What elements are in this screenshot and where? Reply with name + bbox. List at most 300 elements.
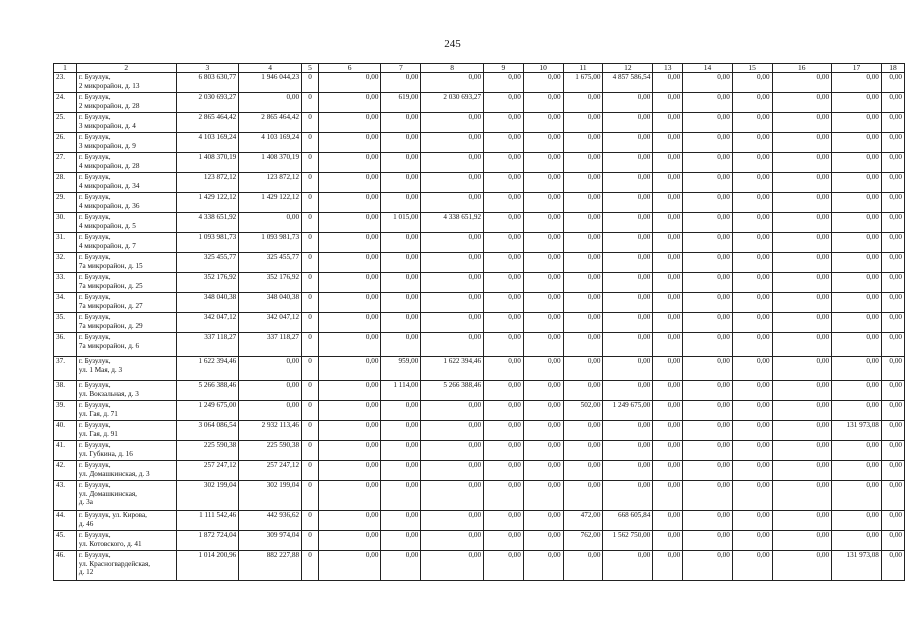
value-cell: 0,00: [421, 333, 484, 357]
table-row: [54, 233, 905, 253]
value-cell: 0,00: [523, 401, 563, 421]
value-cell: 0,00: [732, 173, 772, 193]
address-line: г. Бузулук,: [78, 441, 111, 449]
value-cell: 123 872,12: [176, 173, 239, 193]
value-cell: 0: [302, 381, 319, 401]
value-cell: 0,00: [421, 531, 484, 551]
value-cell: 0,00: [563, 193, 603, 213]
row-index: 31.: [54, 233, 77, 253]
column-header: 10: [523, 64, 563, 73]
value-cell: 0,00: [523, 381, 563, 401]
address-line: г. Бузулук,: [78, 293, 111, 301]
value-cell: 0,00: [653, 357, 683, 381]
value-cell: 0,00: [563, 421, 603, 441]
address-line: г. Бузулук,: [78, 153, 111, 161]
value-cell: 1 675,00: [563, 73, 603, 93]
address-cell: [76, 253, 176, 273]
value-cell: 0,00: [603, 357, 653, 381]
value-cell: 0,00: [484, 93, 524, 113]
value-cell: 0,00: [832, 173, 882, 193]
value-cell: 0,00: [732, 193, 772, 213]
value-cell: 0,00: [421, 421, 484, 441]
column-header: 1: [54, 64, 77, 73]
value-cell: 0,00: [239, 93, 302, 113]
value-cell: 0,00: [421, 173, 484, 193]
value-cell: 0,00: [683, 193, 733, 213]
value-cell: 0,00: [484, 253, 524, 273]
value-cell: 0,00: [772, 253, 832, 273]
value-cell: 0,00: [484, 73, 524, 93]
address-cell: [76, 551, 176, 581]
value-cell: 0,00: [881, 511, 904, 531]
address-cell: [76, 213, 176, 233]
value-cell: 257 247,12: [239, 461, 302, 481]
address-line: г. Бузулук,: [78, 213, 111, 221]
value-cell: 0: [302, 461, 319, 481]
value-cell: 0,00: [653, 481, 683, 511]
value-cell: 0,00: [563, 173, 603, 193]
address-line: д. 46: [78, 519, 94, 528]
table-row: [54, 213, 905, 233]
address-line: г. Бузулук,: [78, 333, 111, 341]
value-cell: 1 015,00: [381, 213, 421, 233]
address-line: 7а микрорайон, д. 6: [78, 341, 140, 350]
value-cell: 6 803 630,77: [176, 73, 239, 93]
value-cell: 0,00: [881, 173, 904, 193]
column-header: 15: [732, 64, 772, 73]
value-cell: 0,00: [603, 293, 653, 313]
value-cell: 0: [302, 293, 319, 313]
value-cell: 0,00: [683, 461, 733, 481]
value-cell: 0,00: [683, 381, 733, 401]
value-cell: 1 946 044,23: [239, 73, 302, 93]
address-line: ул. Домашкинская, д. 3: [78, 469, 150, 478]
value-cell: 1 111 542,46: [176, 511, 239, 531]
value-cell: 0,00: [484, 401, 524, 421]
address-cell: [76, 441, 176, 461]
value-cell: 0,00: [683, 511, 733, 531]
row-index: 34.: [54, 293, 77, 313]
row-index: 45.: [54, 531, 77, 551]
value-cell: 0,00: [421, 461, 484, 481]
value-cell: 0,00: [239, 381, 302, 401]
address-line: 3 микрорайон, д. 4: [78, 121, 136, 130]
value-cell: 0,00: [381, 233, 421, 253]
value-cell: 0,00: [881, 253, 904, 273]
address-line: г. Бузулук,: [78, 551, 111, 559]
value-cell: 352 176,92: [239, 273, 302, 293]
address-cell: [76, 511, 176, 531]
value-cell: 352 176,92: [176, 273, 239, 293]
value-cell: 0,00: [881, 93, 904, 113]
value-cell: 0,00: [732, 253, 772, 273]
address-cell: [76, 401, 176, 421]
value-cell: 0,00: [732, 333, 772, 357]
value-cell: 0,00: [421, 551, 484, 581]
value-cell: 342 047,12: [239, 313, 302, 333]
value-cell: 0,00: [603, 461, 653, 481]
value-cell: 0,00: [832, 313, 882, 333]
row-index: 24.: [54, 93, 77, 113]
row-index: 25.: [54, 113, 77, 133]
value-cell: 4 338 651,92: [421, 213, 484, 233]
value-cell: 0,00: [603, 253, 653, 273]
value-cell: 0,00: [563, 213, 603, 233]
value-cell: 0,00: [683, 531, 733, 551]
value-cell: 1 872 724,04: [176, 531, 239, 551]
value-cell: 0,00: [563, 461, 603, 481]
value-cell: 0,00: [563, 313, 603, 333]
value-cell: 0,00: [683, 357, 733, 381]
value-cell: 0,00: [832, 531, 882, 551]
column-header: 8: [421, 64, 484, 73]
value-cell: 0: [302, 193, 319, 213]
data-table: [53, 63, 905, 581]
value-cell: 0,00: [772, 173, 832, 193]
value-cell: 0,00: [421, 233, 484, 253]
value-cell: 0,00: [318, 133, 380, 153]
address-line: г. Бузулук, ул. Кирова,: [78, 511, 147, 519]
value-cell: 0,00: [832, 273, 882, 293]
value-cell: 0,00: [653, 551, 683, 581]
column-header: 4: [239, 64, 302, 73]
value-cell: 0,00: [523, 173, 563, 193]
value-cell: 0,00: [523, 153, 563, 173]
value-cell: 0,00: [239, 357, 302, 381]
value-cell: 0,00: [832, 511, 882, 531]
value-cell: 1 429 122,12: [239, 193, 302, 213]
value-cell: 0,00: [603, 333, 653, 357]
value-cell: 0,00: [683, 441, 733, 461]
value-cell: 0,00: [732, 481, 772, 511]
value-cell: 0,00: [523, 531, 563, 551]
column-header: 13: [653, 64, 683, 73]
table-row: [54, 293, 905, 313]
value-cell: 0,00: [523, 313, 563, 333]
value-cell: 0,00: [653, 313, 683, 333]
value-cell: 2 865 464,42: [176, 113, 239, 133]
value-cell: 0: [302, 273, 319, 293]
value-cell: 0,00: [683, 213, 733, 233]
address-line: г. Бузулук,: [78, 133, 111, 141]
value-cell: 0,00: [318, 461, 380, 481]
address-line: ул. Домашкинская,: [78, 489, 137, 498]
row-index: 32.: [54, 253, 77, 273]
value-cell: 0,00: [523, 93, 563, 113]
value-cell: 0,00: [523, 273, 563, 293]
value-cell: 0,00: [603, 421, 653, 441]
value-cell: 0,00: [603, 173, 653, 193]
value-cell: 0,00: [421, 193, 484, 213]
value-cell: 0,00: [603, 313, 653, 333]
value-cell: 2 030 693,27: [421, 93, 484, 113]
value-cell: 0,00: [881, 357, 904, 381]
value-cell: 0,00: [421, 481, 484, 511]
value-cell: 0,00: [683, 233, 733, 253]
value-cell: 0,00: [772, 511, 832, 531]
value-cell: 0,00: [484, 551, 524, 581]
value-cell: 0,00: [523, 551, 563, 581]
value-cell: 2 865 464,42: [239, 113, 302, 133]
value-cell: 1 562 750,00: [603, 531, 653, 551]
value-cell: 668 605,84: [603, 511, 653, 531]
address-line: ул. Красногвардейская,: [78, 559, 151, 568]
value-cell: 225 590,38: [176, 441, 239, 461]
address-line: 7а микрорайон, д. 15: [78, 261, 143, 270]
value-cell: 0,00: [772, 133, 832, 153]
address-line: ул. Губкина, д. 16: [78, 449, 133, 458]
value-cell: 4 857 586,54: [603, 73, 653, 93]
value-cell: 0,00: [381, 133, 421, 153]
value-cell: 0,00: [881, 313, 904, 333]
value-cell: 0: [302, 113, 319, 133]
address-line: 4 микрорайон, д. 34: [78, 181, 140, 190]
value-cell: 4 338 651,92: [176, 213, 239, 233]
value-cell: 0,00: [318, 253, 380, 273]
value-cell: 0,00: [563, 441, 603, 461]
value-cell: 0,00: [381, 511, 421, 531]
table-row: [54, 273, 905, 293]
value-cell: 0,00: [683, 293, 733, 313]
value-cell: 0,00: [772, 333, 832, 357]
value-cell: 0,00: [653, 93, 683, 113]
value-cell: 302 199,04: [239, 481, 302, 511]
value-cell: 0,00: [381, 313, 421, 333]
value-cell: 0,00: [683, 481, 733, 511]
value-cell: 0,00: [318, 401, 380, 421]
value-cell: 123 872,12: [239, 173, 302, 193]
address-line: г. Бузулук,: [78, 481, 111, 489]
value-cell: 0,00: [484, 357, 524, 381]
value-cell: 0,00: [563, 233, 603, 253]
value-cell: 0,00: [772, 401, 832, 421]
value-cell: 0,00: [523, 357, 563, 381]
value-cell: 0: [302, 133, 319, 153]
value-cell: 0,00: [318, 511, 380, 531]
value-cell: 309 974,04: [239, 531, 302, 551]
value-cell: 0,00: [421, 253, 484, 273]
value-cell: 4 103 169,24: [176, 133, 239, 153]
value-cell: 0: [302, 153, 319, 173]
value-cell: 0,00: [603, 193, 653, 213]
value-cell: 5 266 388,46: [176, 381, 239, 401]
value-cell: 0,00: [318, 193, 380, 213]
value-cell: 0,00: [381, 421, 421, 441]
value-cell: 0,00: [484, 421, 524, 441]
value-cell: 0: [302, 333, 319, 357]
column-header: 2: [76, 64, 176, 73]
value-cell: 0,00: [563, 133, 603, 153]
value-cell: 0,00: [653, 153, 683, 173]
value-cell: 0,00: [484, 333, 524, 357]
value-cell: 0,00: [484, 193, 524, 213]
value-cell: 0,00: [381, 551, 421, 581]
value-cell: 0,00: [772, 441, 832, 461]
value-cell: 0,00: [484, 313, 524, 333]
value-cell: 0,00: [563, 381, 603, 401]
value-cell: 0,00: [563, 481, 603, 511]
value-cell: 0,00: [732, 511, 772, 531]
value-cell: 0,00: [653, 273, 683, 293]
value-cell: 0,00: [653, 421, 683, 441]
value-cell: 0,00: [832, 233, 882, 253]
value-cell: 0,00: [381, 293, 421, 313]
value-cell: 762,00: [563, 531, 603, 551]
value-cell: 0: [302, 511, 319, 531]
value-cell: 0,00: [653, 233, 683, 253]
value-cell: 0,00: [653, 461, 683, 481]
address-line: 2 микрорайон, д. 28: [78, 101, 140, 110]
value-cell: 0,00: [318, 421, 380, 441]
value-cell: 502,00: [563, 401, 603, 421]
value-cell: 0,00: [732, 213, 772, 233]
value-cell: 0,00: [653, 531, 683, 551]
column-header: 14: [683, 64, 733, 73]
value-cell: 0,00: [563, 333, 603, 357]
address-cell: [76, 421, 176, 441]
table-row: [54, 441, 905, 461]
value-cell: 4 103 169,24: [239, 133, 302, 153]
value-cell: 0,00: [653, 173, 683, 193]
value-cell: 0: [302, 73, 319, 93]
value-cell: 442 936,62: [239, 511, 302, 531]
address-line: ул. 1 Мая, д. 3: [78, 365, 123, 374]
value-cell: 0,00: [732, 313, 772, 333]
value-cell: 0,00: [381, 193, 421, 213]
value-cell: 0,00: [523, 253, 563, 273]
value-cell: 0,00: [318, 113, 380, 133]
value-cell: 0,00: [484, 441, 524, 461]
value-cell: 348 040,38: [239, 293, 302, 313]
value-cell: 0,00: [603, 233, 653, 253]
row-index: 37.: [54, 357, 77, 381]
value-cell: 0,00: [318, 381, 380, 401]
value-cell: 0,00: [318, 481, 380, 511]
value-cell: 0,00: [653, 73, 683, 93]
value-cell: 1 093 981,73: [176, 233, 239, 253]
value-cell: 0,00: [603, 273, 653, 293]
value-cell: 0,00: [484, 481, 524, 511]
value-cell: 0,00: [318, 93, 380, 113]
value-cell: 0,00: [603, 481, 653, 511]
value-cell: 0,00: [732, 441, 772, 461]
value-cell: 0,00: [832, 253, 882, 273]
value-cell: 0,00: [653, 113, 683, 133]
value-cell: 0,00: [881, 461, 904, 481]
value-cell: 5 266 388,46: [421, 381, 484, 401]
value-cell: 0,00: [381, 153, 421, 173]
value-cell: 1 014 200,96: [176, 551, 239, 581]
table-row: [54, 313, 905, 333]
address-line: ул. Гая, д. 71: [78, 409, 118, 418]
value-cell: 0,00: [318, 313, 380, 333]
row-index: 40.: [54, 421, 77, 441]
value-cell: 2 932 113,46: [239, 421, 302, 441]
value-cell: 0,00: [772, 313, 832, 333]
value-cell: 0,00: [881, 381, 904, 401]
table-row: [54, 113, 905, 133]
value-cell: 0,00: [653, 213, 683, 233]
address-cell: [76, 293, 176, 313]
row-index: 23.: [54, 73, 77, 93]
value-cell: 0: [302, 421, 319, 441]
row-index: 29.: [54, 193, 77, 213]
value-cell: 0,00: [732, 551, 772, 581]
value-cell: 337 118,27: [239, 333, 302, 357]
value-cell: 0: [302, 93, 319, 113]
value-cell: 0,00: [732, 531, 772, 551]
value-cell: 0,00: [381, 461, 421, 481]
value-cell: 0,00: [421, 273, 484, 293]
value-cell: 0,00: [318, 441, 380, 461]
value-cell: 225 590,38: [239, 441, 302, 461]
value-cell: 0,00: [381, 73, 421, 93]
address-cell: [76, 481, 176, 511]
row-index: 41.: [54, 441, 77, 461]
value-cell: 0,00: [772, 193, 832, 213]
value-cell: 0,00: [318, 233, 380, 253]
value-cell: 472,00: [563, 511, 603, 531]
table-row: [54, 511, 905, 531]
address-cell: [76, 73, 176, 93]
value-cell: 348 040,38: [176, 293, 239, 313]
row-index: 28.: [54, 173, 77, 193]
value-cell: 0,00: [732, 273, 772, 293]
value-cell: 0: [302, 531, 319, 551]
row-index: 39.: [54, 401, 77, 421]
address-line: д. 12: [78, 568, 94, 577]
value-cell: 0,00: [683, 113, 733, 133]
address-cell: [76, 193, 176, 213]
value-cell: 0,00: [603, 113, 653, 133]
value-cell: 0,00: [484, 531, 524, 551]
value-cell: 0,00: [653, 333, 683, 357]
value-cell: 0,00: [563, 357, 603, 381]
address-cell: [76, 133, 176, 153]
column-header: 16: [772, 64, 832, 73]
value-cell: 0,00: [484, 511, 524, 531]
table-row: [54, 421, 905, 441]
value-cell: 0,00: [683, 273, 733, 293]
value-cell: 0,00: [603, 213, 653, 233]
address-cell: [76, 313, 176, 333]
value-cell: 0,00: [421, 511, 484, 531]
value-cell: 342 047,12: [176, 313, 239, 333]
address-line: г. Бузулук,: [78, 357, 111, 365]
value-cell: 0,00: [732, 381, 772, 401]
value-cell: 0,00: [523, 333, 563, 357]
address-line: 7а микрорайон, д. 25: [78, 281, 143, 290]
value-cell: 0,00: [318, 73, 380, 93]
value-cell: 0,00: [603, 381, 653, 401]
row-index: 38.: [54, 381, 77, 401]
row-index: 27.: [54, 153, 77, 173]
value-cell: 0,00: [563, 113, 603, 133]
page-number: 245: [444, 38, 461, 50]
value-cell: 3 064 086,54: [176, 421, 239, 441]
value-cell: 1 249 675,00: [603, 401, 653, 421]
value-cell: 0,00: [732, 357, 772, 381]
row-index: 43.: [54, 481, 77, 511]
value-cell: 0,00: [881, 233, 904, 253]
value-cell: 0,00: [732, 93, 772, 113]
address-line: 4 микрорайон, д. 36: [78, 201, 140, 210]
value-cell: 0,00: [523, 133, 563, 153]
address-line: 7а микрорайон, д. 29: [78, 321, 143, 330]
value-cell: 0,00: [603, 551, 653, 581]
row-index: 46.: [54, 551, 77, 581]
value-cell: 0,00: [421, 401, 484, 421]
